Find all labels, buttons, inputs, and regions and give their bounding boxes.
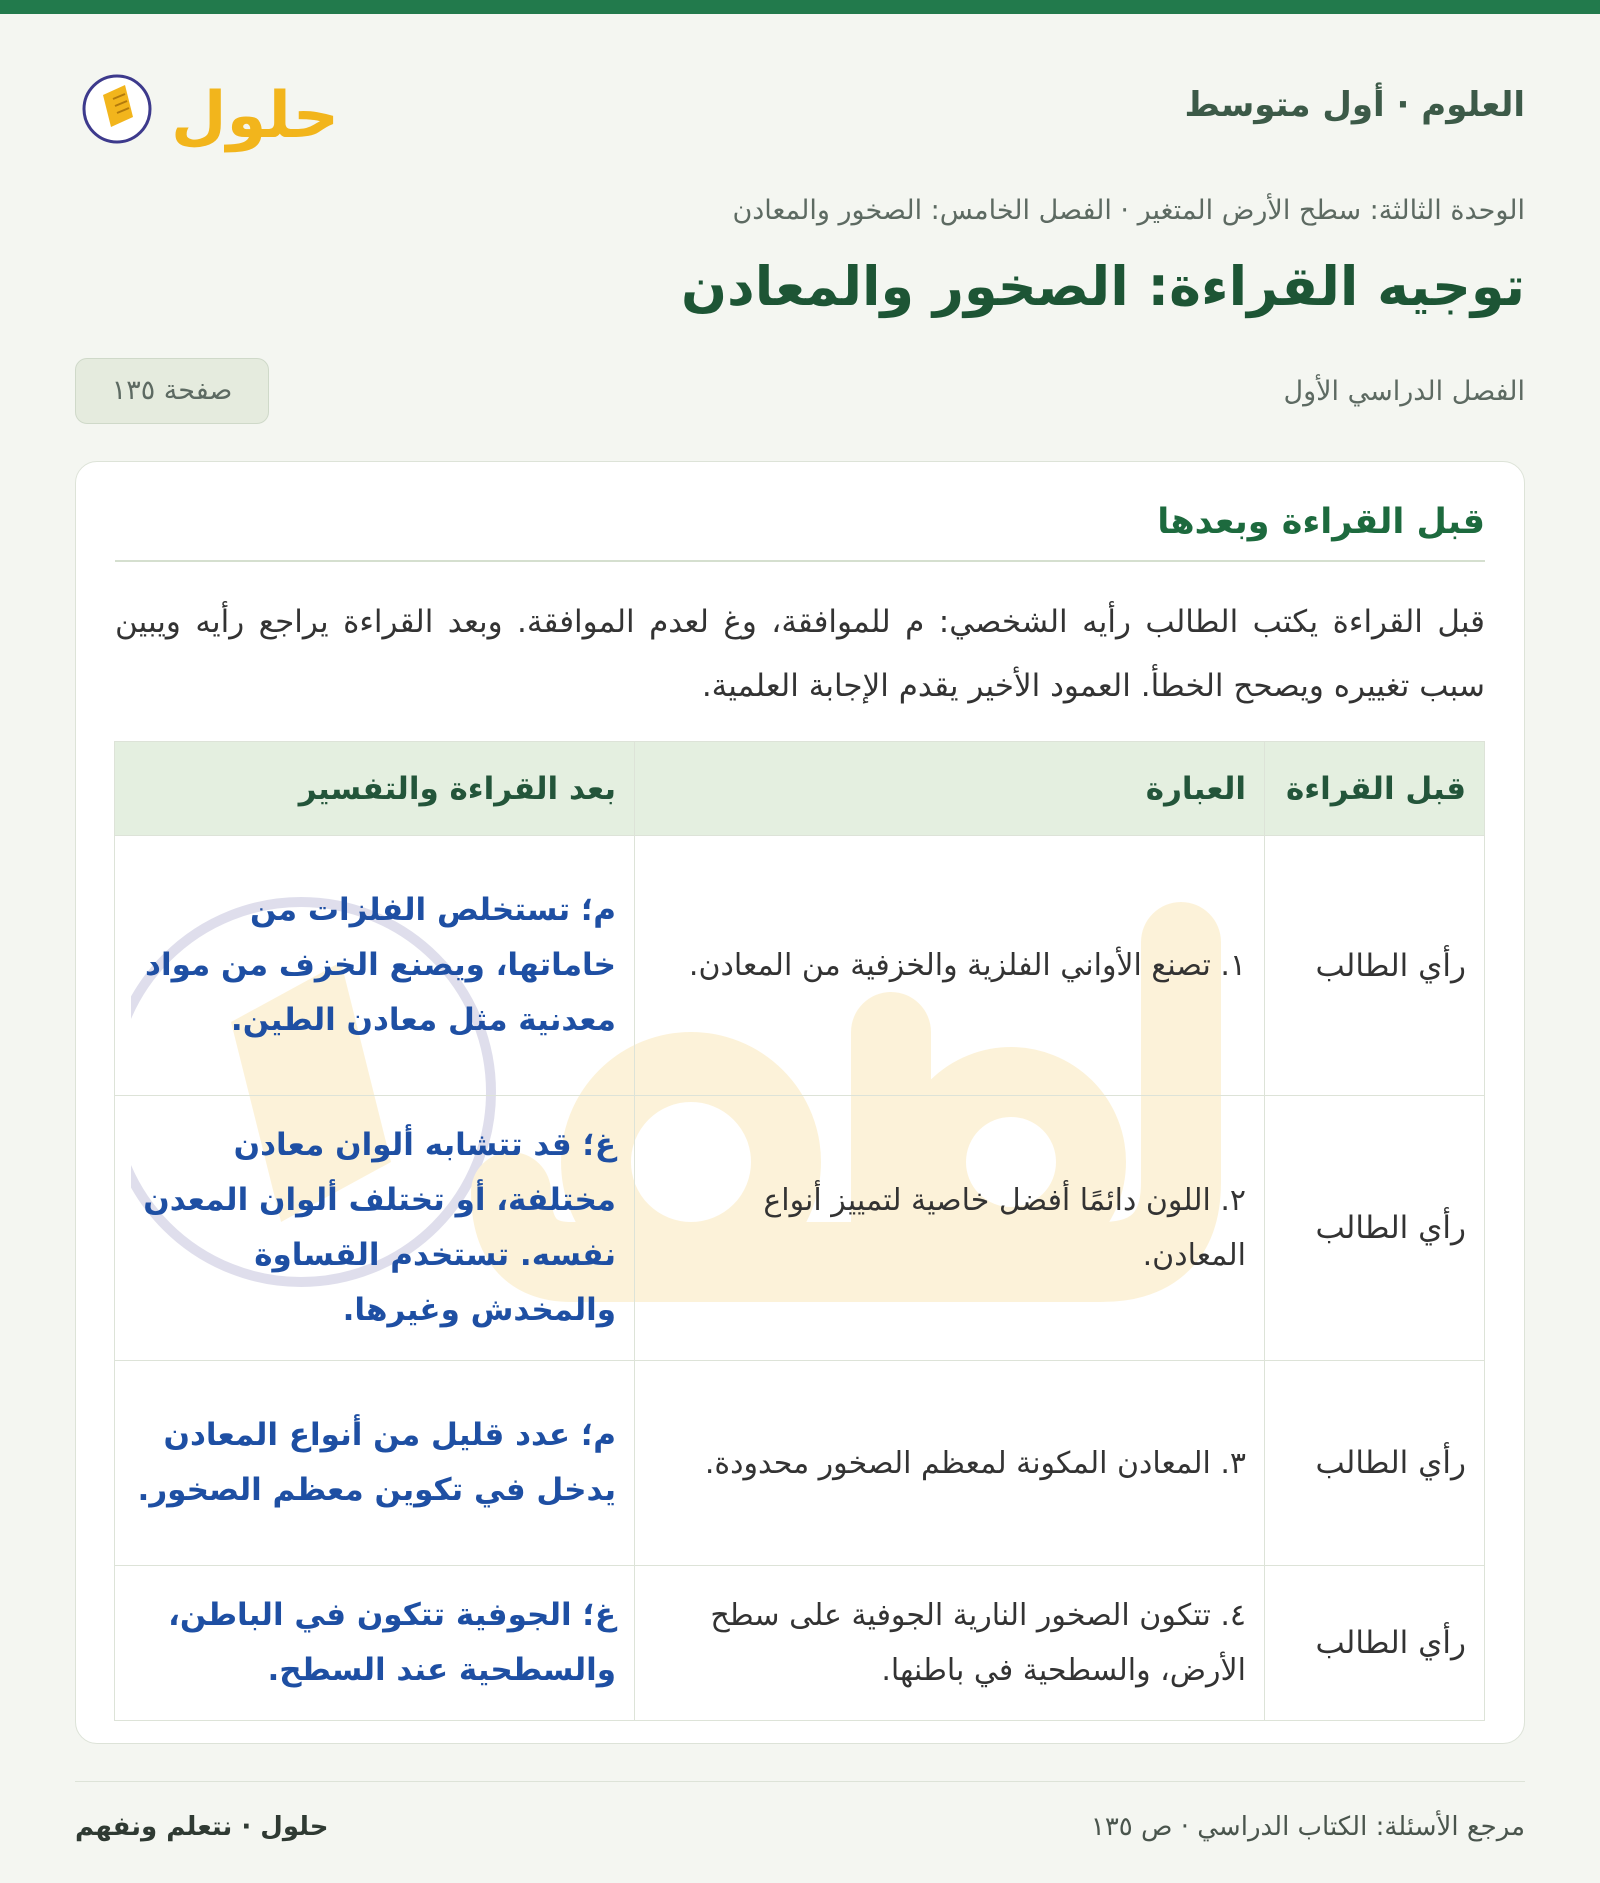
subject-label: العلوم · أول متوسط [1184,85,1525,125]
header-before-reading: قبل القراءة [1265,742,1485,836]
statement-cell: ٤. تتكون الصخور النارية الجوفية على سطح الأرض، والسطحية في باطنها. [635,1566,1265,1721]
footer-brand[interactable]: حلول · نتعلم ونفهم [75,1812,329,1842]
statement-cell: ٣. المعادن المكونة لمعظم الصخور محدودة. [635,1361,1265,1566]
answer-cell: غ؛ قد تتشابه ألوان معادن مختلفة، أو تختلف ألوان المعدن نفسه. تستخدم القساوة والمخدش وغيرها. [115,1096,635,1361]
table-row [115,1361,1485,1566]
section-title: قبل القراءة وبعدها [115,502,1485,562]
header-statement: العبارة [635,742,1265,836]
reading-guide-card [75,461,1525,1744]
header-after-reading: بعد القراءة والتفسير [115,742,635,836]
footer-reference: مرجع الأسئلة: الكتاب الدراسي · ص ١٣٥ [1090,1812,1525,1842]
statement-cell: ٢. اللون دائمًا أفضل خاصية لتمييز أنواع المعادن. [635,1096,1265,1361]
page-number-badge: صفحة ١٣٥ [75,358,269,424]
student-opinion-cell: رأي الطالب [1265,1566,1485,1721]
table-row [115,836,1485,1096]
student-opinion-cell: رأي الطالب [1265,836,1485,1096]
breadcrumb: الوحدة الثالثة: سطح الأرض المتغير · الفصل الخامس: الصخور والمعادن [732,195,1525,226]
table-row [115,1096,1485,1361]
footer-divider [75,1781,1525,1782]
reading-guide-table [114,741,1485,1721]
answer-cell: م؛ تستخلص الفلزات من خاماتها، ويصنع الخزف من مواد معدنية مثل معادن الطين. [115,836,635,1096]
semester-label: الفصل الدراسي الأول [1283,376,1525,407]
top-accent-bar [0,0,1600,14]
table-row [115,1566,1485,1721]
student-opinion-cell: رأي الطالب [1265,1361,1485,1566]
student-opinion-cell: رأي الطالب [1265,1096,1485,1361]
answer-cell: م؛ عدد قليل من أنواع المعادن يدخل في تكوين معظم الصخور. [115,1361,635,1566]
hulul-logo[interactable] [75,55,355,163]
section-intro: قبل القراءة يكتب الطالب رأيه الشخصي: م للموافقة، وغ لعدم الموافقة. وبعد القراءة يراجع رأيه ويبين سبب تغييره ويصحح الخطأ. العمود الأخير يقدم الإجابة العلمية. [115,604,1485,704]
page-title: توجيه القراءة: الصخور والمعادن [680,255,1525,318]
page-header [75,55,1525,163]
statement-cell: ١. تصنع الأواني الفلزية والخزفية من المعادن. [635,836,1265,1096]
table-header-row [115,742,1485,836]
logo-wordmark: حلول [171,79,339,153]
answer-cell: غ؛ الجوفية تتكون في الباطن، والسطحية عند السطح. [115,1566,635,1721]
